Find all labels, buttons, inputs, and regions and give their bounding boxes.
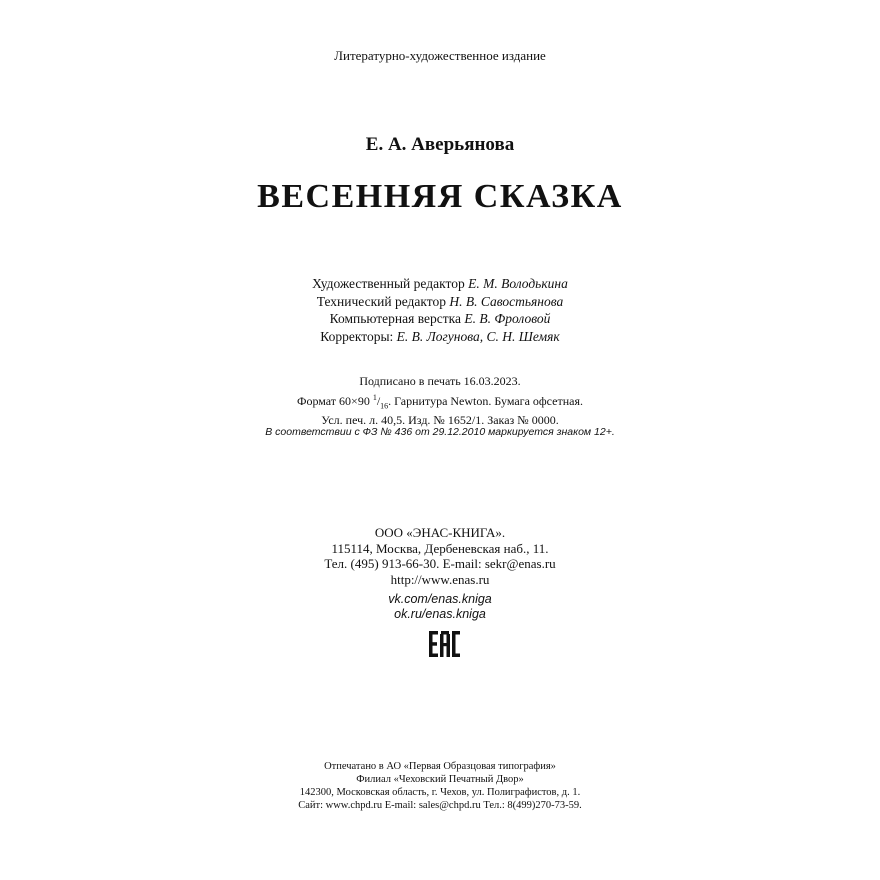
social-links: [0, 592, 880, 622]
book-title: ВЕСЕННЯЯ СКАЗКА: [257, 178, 623, 215]
printer-line: Отпечатано в АО «Первая Образцовая типография»: [324, 761, 556, 772]
format-pre: Формат 60×90: [296, 393, 373, 408]
credit-role: Технический редактор: [316, 293, 446, 309]
credit-line-art-editor: [0, 275, 880, 293]
credit-names: Е. В. Фроловой: [464, 311, 551, 326]
ok-link: ok.ru/enas.kniga: [394, 607, 486, 621]
credit-line-proofreaders: [0, 328, 880, 346]
print-info-block: [0, 374, 880, 429]
format-line: Формат 60×90 $^1/_{16}$. Гарнитура Newton. Бумага офсетная.: [296, 392, 583, 410]
credits-block: [0, 275, 880, 345]
credit-names: Е. М. Володькина: [468, 276, 568, 291]
credit-names: Н. В. Савостьянова: [449, 293, 564, 309]
publisher-name: ООО «ЭНАС-КНИГА».: [374, 525, 506, 540]
signed-date: Подписано в печать 16.03.2023.: [359, 374, 521, 388]
age-rating-note: В соответствии с ФЗ № 436 от 29.12.2010 маркируется знаком 12+.: [265, 426, 615, 438]
credit-line-tech-editor: [0, 293, 880, 311]
format-frac-den: 16: [380, 400, 389, 410]
format-post: . Гарнитура Newton. Бумага офсетная.: [388, 393, 583, 408]
series-label: Литературно-художественное издание: [334, 48, 546, 63]
credit-line-layout: [0, 310, 880, 328]
eac-mark-icon: [427, 628, 461, 660]
author-name: Е. А. Аверьянова: [365, 134, 515, 155]
sheets-line: Усл. печ. л. 40,5. Изд. № 1652/1. Заказ № 0000.: [321, 413, 559, 428]
publisher-website: http://www.enas.ru: [390, 571, 490, 587]
printer-block: [0, 760, 880, 812]
publisher-contacts: Тел. (495) 913-66-30. E-mail: sekr@enas.ru: [324, 556, 556, 571]
printer-line: Филиал «Чеховский Печатный Двор»: [356, 774, 524, 785]
credit-role: Компьютерная верстка: [329, 311, 461, 326]
printer-line: 142300, Московская область, г. Чехов, ул. Полиграфистов, д. 1.: [299, 787, 581, 798]
credit-role: Корректоры:: [320, 328, 394, 344]
publisher-block: [0, 525, 880, 587]
credit-names: Е. В. Логунова, С. Н. Шемяк: [396, 328, 560, 344]
printer-line: Сайт: www.chpd.ru E-mail: sales@chpd.ru Тел.: 8(499)270-73-59.: [298, 800, 582, 811]
vk-link: vk.com/enas.kniga: [388, 592, 492, 606]
publisher-address: 115114, Москва, Дербеневская наб., 11.: [331, 540, 549, 556]
credit-role: Художественный редактор: [312, 276, 465, 291]
format-frac-num: 1: [372, 392, 377, 402]
